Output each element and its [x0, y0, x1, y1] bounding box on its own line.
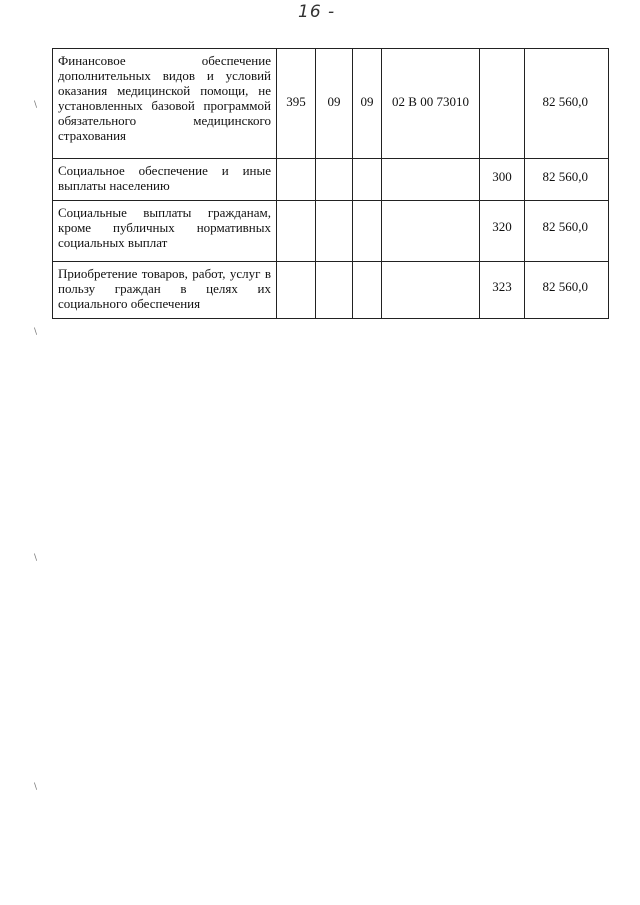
expense-type-code: 323: [480, 262, 525, 319]
subsection-code: [353, 262, 382, 319]
row-name: Социальные выплаты гражданам, кроме публичных нормативных социальных выплат: [53, 201, 277, 262]
row-name: Приобретение товаров, работ, услуг в пользу граждан в целях их социального обеспечения: [53, 262, 277, 319]
ministry-code: [277, 159, 316, 201]
table-row: [53, 201, 609, 262]
row-name: Социальное обеспечение и иные выплаты населению: [53, 159, 277, 201]
section-code: [316, 262, 353, 319]
target-article-code: [382, 159, 480, 201]
amount-value: 82 560,0: [525, 201, 609, 262]
expense-type-code: [480, 49, 525, 159]
amount-value: 82 560,0: [525, 262, 609, 319]
section-code: [316, 159, 353, 201]
scan-artifact: \: [34, 553, 38, 563]
table-row: [53, 49, 609, 159]
target-article-code: 02 В 00 73010: [382, 49, 480, 159]
table-row: [53, 262, 609, 319]
scan-artifact: \: [34, 100, 38, 110]
ministry-code: [277, 262, 316, 319]
amount-value: 82 560,0: [525, 159, 609, 201]
scan-artifact: \: [34, 327, 38, 337]
subsection-code: [353, 159, 382, 201]
budget-table: [52, 48, 609, 319]
table-row: [53, 159, 609, 201]
ministry-code: [277, 201, 316, 262]
amount-value: 82 560,0: [525, 49, 609, 159]
subsection-code: [353, 201, 382, 262]
subsection-code: 09: [353, 49, 382, 159]
expense-type-code: 300: [480, 159, 525, 201]
target-article-code: [382, 201, 480, 262]
ministry-code: 395: [277, 49, 316, 159]
scan-artifact: \: [34, 782, 38, 792]
section-code: [316, 201, 353, 262]
page-number: 16 -: [298, 2, 336, 22]
expense-type-code: 320: [480, 201, 525, 262]
target-article-code: [382, 262, 480, 319]
row-name: Финансовое обеспечение дополнительных видов и условий оказания медицинской помощи, не установленных базовой программой обязательного медицинского страхования: [53, 49, 277, 159]
section-code: 09: [316, 49, 353, 159]
